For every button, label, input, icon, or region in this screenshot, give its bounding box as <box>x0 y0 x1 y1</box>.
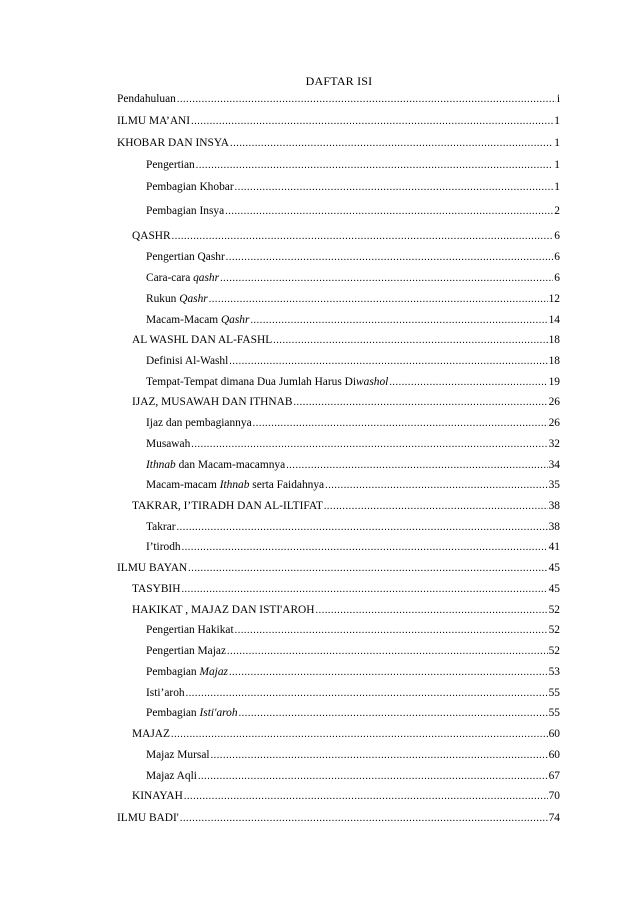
toc-entry-label: Takrar <box>146 521 176 533</box>
dot-leader <box>389 376 547 390</box>
dot-leader <box>235 181 554 195</box>
dot-leader <box>196 159 554 173</box>
toc-entry-page-number: 52 <box>548 624 560 636</box>
toc-entry-page-number: 18 <box>548 334 560 346</box>
toc-entry-label <box>146 292 208 306</box>
toc-entry-page-number: 1 <box>554 181 560 193</box>
toc-entry <box>146 416 560 430</box>
toc-entry <box>117 561 560 575</box>
toc-entry-label: TAKRAR, I’TIRADH DAN AL-ILTIFAT <box>132 500 323 512</box>
toc-entry <box>132 395 560 409</box>
toc-entry <box>146 271 560 285</box>
toc-entry-page-number: 70 <box>548 790 560 802</box>
toc-entry-label: Ijaz dan pembagiannya <box>146 417 252 429</box>
toc-entry-label-part: Rukun <box>146 293 180 305</box>
toc-entry-page-number: 60 <box>548 728 560 740</box>
toc-entry <box>146 375 560 389</box>
toc-entry-label: Pengertian Majaz <box>146 645 227 657</box>
toc-entry-label: IJAZ, MUSAWAH DAN ITHNAB <box>132 396 293 408</box>
toc-entry-label-part: Pembagian <box>146 707 200 719</box>
toc-entry-page-number: 6 <box>554 230 560 242</box>
toc-entry-label <box>146 271 219 285</box>
toc-entry <box>146 706 560 720</box>
toc-entry-page-number: 26 <box>548 396 560 408</box>
toc-entry-page-number: 53 <box>548 666 560 678</box>
page-title: DAFTAR ISI <box>305 74 373 88</box>
toc-entry-label: TASYBIH <box>132 583 181 595</box>
toc-entry-page-number: 6 <box>554 272 560 284</box>
dot-leader <box>191 115 553 129</box>
toc-entry-label: KINAYAH <box>132 790 183 802</box>
dot-leader <box>172 230 554 244</box>
toc-entry-page-number: 38 <box>548 500 560 512</box>
toc-entry-page-number: 67 <box>548 770 560 782</box>
dot-leader <box>239 707 548 721</box>
toc-entry <box>132 582 560 596</box>
toc-entry-label-part: Macam-Macam <box>146 314 221 326</box>
dot-leader <box>230 137 553 151</box>
dot-leader <box>209 293 548 307</box>
toc-entry-label-part: Macam-macam <box>146 479 220 491</box>
dot-leader <box>229 355 547 369</box>
toc-entry-page-number: 6 <box>554 251 560 263</box>
toc-entry <box>117 811 560 825</box>
toc-entry-label <box>146 458 285 472</box>
dot-leader <box>293 396 547 410</box>
toc-entry <box>146 644 560 658</box>
toc-entry-page-number: 34 <box>548 459 560 471</box>
dot-leader <box>182 541 548 555</box>
toc-entry <box>132 229 560 243</box>
toc-entry-label-italic: Qashr <box>220 314 250 326</box>
toc-entry-page-number: 19 <box>548 376 560 388</box>
toc-entry-label: Isti’aroh <box>146 687 185 699</box>
toc-entry-label <box>146 375 388 389</box>
toc-entry-page-number: 1 <box>554 137 560 149</box>
toc-entry-label: Pendahuluan <box>117 93 176 105</box>
toc-entry <box>146 769 560 783</box>
dot-leader <box>253 417 548 431</box>
dot-leader <box>273 334 547 348</box>
toc-entry-label: MAJAZ <box>132 728 170 740</box>
toc-entry-label: Pengertian Qashr <box>146 251 225 263</box>
toc-entry-page-number: 52 <box>548 604 560 616</box>
toc-entry <box>146 250 560 264</box>
toc-entry-page-number: 2 <box>554 205 560 217</box>
toc-entry <box>146 204 560 218</box>
toc-entry-page-number: 45 <box>548 583 560 595</box>
toc-entry-page-number: 35 <box>548 479 560 491</box>
toc-entry <box>146 665 560 679</box>
dot-leader <box>180 812 548 826</box>
toc-entry <box>146 623 560 637</box>
toc-entry-page-number: 52 <box>548 645 560 657</box>
toc-entry-label: I’tirodh <box>146 541 181 553</box>
toc-entry-label: ILMU MA’ANI <box>117 115 191 127</box>
toc-entry-label <box>146 478 324 492</box>
toc-entry <box>117 92 560 106</box>
toc-entry-label: QASHR <box>132 230 171 242</box>
toc-entry-label-italic: Ithnab <box>219 479 250 491</box>
dot-leader <box>235 624 548 638</box>
toc-entry-label: HAKIKAT , MAJAZ DAN ISTI'AROH <box>132 604 315 616</box>
toc-entry <box>117 136 560 150</box>
toc-entry <box>146 180 560 194</box>
toc-entry <box>132 603 560 617</box>
dot-leader <box>286 459 547 473</box>
toc-entry <box>146 354 560 368</box>
toc-entry-page-number: 55 <box>548 687 560 699</box>
dot-leader <box>188 562 547 576</box>
dot-leader <box>191 438 547 452</box>
toc-entry-label <box>146 313 249 327</box>
toc-entry-label-part: Pembagian <box>146 666 200 678</box>
toc-entry-page-number: 26 <box>548 417 560 429</box>
toc-entry-page-number: 18 <box>548 355 560 367</box>
dot-leader <box>181 583 547 597</box>
toc-entry-page-number: 14 <box>548 314 560 326</box>
toc-entry <box>146 313 560 327</box>
toc-entry <box>146 478 560 492</box>
toc-entry <box>132 789 560 803</box>
dot-leader <box>186 687 548 701</box>
toc-entry-page-number: 41 <box>548 541 560 553</box>
toc-entry-page-number: 12 <box>548 293 560 305</box>
toc-entry-label: Musawah <box>146 438 191 450</box>
toc-entry-label-italic: Isti'aroh <box>199 707 238 719</box>
toc-entry-label: KHOBAR DAN INSYA <box>117 137 230 149</box>
toc-entry-label-italic: qashr <box>193 272 220 284</box>
toc-entry-page-number: 32 <box>548 438 560 450</box>
toc-entry-label: ILMU BAYAN <box>117 562 188 574</box>
dot-leader <box>184 790 548 804</box>
toc-entry-page-number: i <box>556 93 560 105</box>
toc-entry <box>146 686 560 700</box>
toc-entry-label: Pembagian Insya <box>146 205 225 217</box>
toc-entry <box>132 727 560 741</box>
toc-entry <box>117 114 560 128</box>
dot-leader <box>325 479 548 493</box>
toc-entry-page-number: 60 <box>548 749 560 761</box>
toc-entry-page-number: 74 <box>548 812 560 824</box>
dot-leader <box>177 93 556 107</box>
toc-entry-page-number: 1 <box>554 115 560 127</box>
toc-entry <box>146 437 560 451</box>
toc-entry-label-italic: washol <box>356 376 389 388</box>
toc-entry <box>146 520 560 534</box>
dot-leader <box>198 770 548 784</box>
toc-entry-label-italic: Majaz <box>199 666 228 678</box>
toc-entry-label-italic: Qashr <box>179 293 208 305</box>
dot-leader <box>316 604 548 618</box>
dot-leader <box>250 314 547 328</box>
dot-leader <box>227 645 548 659</box>
dot-leader <box>177 521 548 535</box>
dot-leader <box>211 749 548 763</box>
toc-entry-page-number: 45 <box>548 562 560 574</box>
toc-entry-label <box>146 706 238 720</box>
dot-leader <box>220 272 553 286</box>
toc-entry-label: Definisi Al-Washl <box>146 355 229 367</box>
toc-entry <box>132 499 560 513</box>
toc-entry-label-part: dan Macam-macamnya <box>175 459 286 471</box>
toc-entry <box>146 292 560 306</box>
dot-leader <box>229 666 548 680</box>
dot-leader <box>225 205 553 219</box>
toc-entry <box>132 333 560 347</box>
toc-entry-label: AL WASHL DAN AL-FASHL <box>132 334 273 346</box>
toc-entry-label-part: Cara-cara <box>146 272 194 284</box>
toc-entry-page-number: 1 <box>554 159 560 171</box>
dot-leader <box>171 728 548 742</box>
toc-entry-label: Pengertian <box>146 159 195 171</box>
toc-entry <box>146 158 560 172</box>
toc-entry-label: Majaz Aqli <box>146 770 197 782</box>
dot-leader <box>226 251 554 265</box>
toc-entry-page-number: 55 <box>548 707 560 719</box>
toc-entry-label-part: serta Faidahnya <box>249 479 325 491</box>
toc-entry-label <box>146 665 228 679</box>
toc-entry-label: Pengertian Hakikat <box>146 624 234 636</box>
toc-entry-label: Majaz Mursal <box>146 749 210 761</box>
dot-leader <box>324 500 548 514</box>
toc-entry-label: ILMU BADI' <box>117 812 179 824</box>
toc-entry <box>146 458 560 472</box>
toc-entry-label-part: Tempat-Tempat dimana Dua Jumlah Harus Di <box>146 376 357 388</box>
toc-entry-page-number: 38 <box>548 521 560 533</box>
toc-entry-label-italic: Ithnab <box>146 459 176 471</box>
toc-entry-label: Pembagian Khobar <box>146 181 234 193</box>
toc-entry <box>146 748 560 762</box>
toc-entry <box>146 540 560 554</box>
